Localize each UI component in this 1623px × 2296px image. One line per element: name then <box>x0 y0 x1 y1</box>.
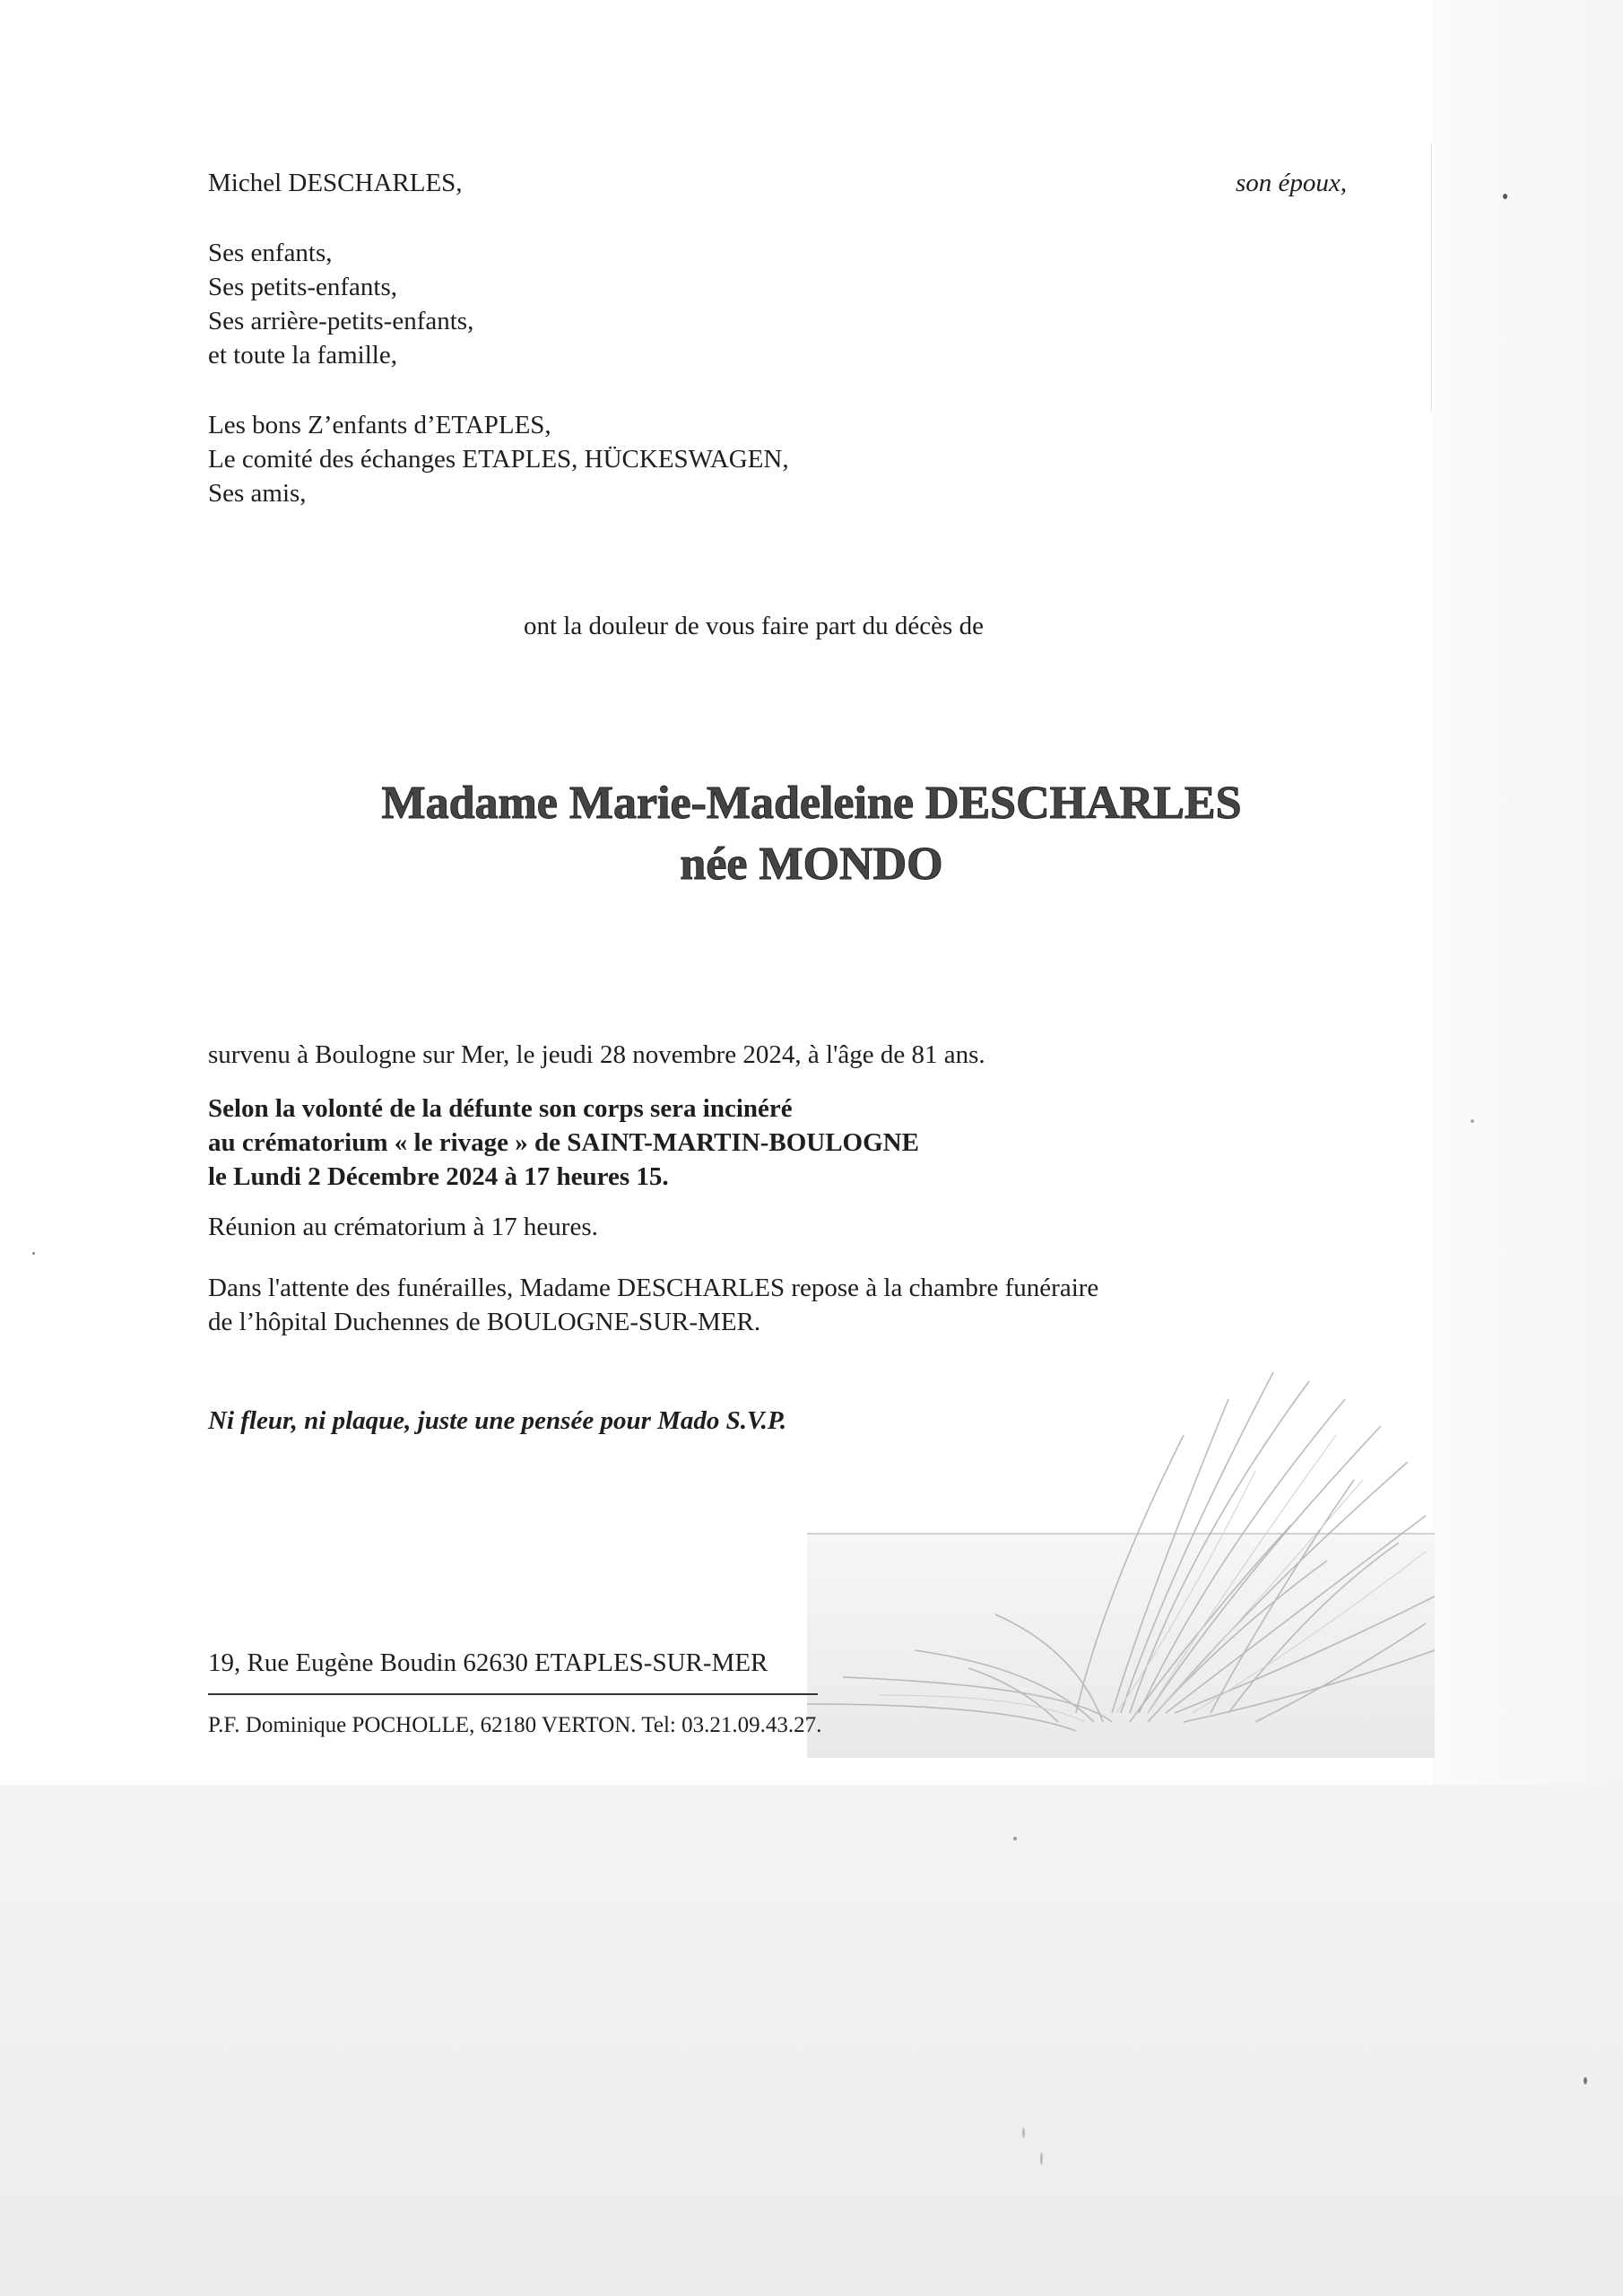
rest-notice: Dans l'attente des funérailles, Madame DESCHARLES repose à la chambre funéraire <box>208 1274 1099 1302</box>
scan-speck <box>1503 194 1507 199</box>
beach-grass-image <box>807 1327 1435 1758</box>
scan-speck <box>1040 2152 1043 2165</box>
family-line: Ses petits-enfants, <box>208 273 398 301</box>
group-line: Les bons Z’enfants d’ETAPLES, <box>208 411 551 439</box>
footer-divider <box>208 1693 818 1695</box>
funeral-home-info: P.F. Dominique POCHOLLE, 62180 VERTON. Tel: 03.21.09.43.27. <box>208 1713 822 1737</box>
deceased-maiden-name: née MONDO <box>680 839 943 890</box>
family-line: Ses enfants, <box>208 239 333 267</box>
scan-bottom-area <box>0 1785 1623 2296</box>
scan-margin <box>1433 0 1623 1785</box>
family-address: 19, Rue Eugène Boudin 62630 ETAPLES-SUR-MER <box>208 1648 768 1677</box>
fold-line <box>1431 144 1432 413</box>
ceremony-line: Selon la volonté de la défunte son corps sera incinéré <box>208 1094 793 1123</box>
rest-notice: de l’hôpital Duchennes de BOULOGNE-SUR-MER. <box>208 1308 761 1336</box>
family-line: et toute la famille, <box>208 341 397 370</box>
deceased-name: Madame Marie-Madeleine DESCHARLES <box>381 778 1242 829</box>
group-line: Ses amis, <box>208 479 307 508</box>
scan-speck <box>32 1252 35 1255</box>
meeting-notice: Réunion au crématorium à 17 heures. <box>208 1213 598 1241</box>
spouse-name: Michel DESCHARLES, <box>208 169 463 197</box>
scan-speck <box>1013 1837 1017 1840</box>
ceremony-line: au crématorium « le rivage » de SAINT-MARTIN-BOULOGNE <box>208 1128 919 1157</box>
spouse-relation: son époux, <box>1236 169 1348 197</box>
family-line: Ses arrière-petits-enfants, <box>208 307 474 335</box>
scan-speck <box>1471 1119 1474 1123</box>
scan-speck <box>1022 2127 1025 2138</box>
group-line: Le comité des échanges ETAPLES, HÜCKESWAGEN, <box>208 445 789 474</box>
ceremony-line: le Lundi 2 Décembre 2024 à 17 heures 15. <box>208 1162 669 1191</box>
announcement: ont la douleur de vous faire part du décès de <box>524 612 984 640</box>
scan-speck <box>1584 2077 1587 2084</box>
death-notice: survenu à Boulogne sur Mer, le jeudi 28 novembre 2024, à l'âge de 81 ans. <box>208 1040 985 1069</box>
flowers-request: Ni fleur, ni plaque, juste une pensée pour Mado S.V.P. <box>208 1406 787 1435</box>
